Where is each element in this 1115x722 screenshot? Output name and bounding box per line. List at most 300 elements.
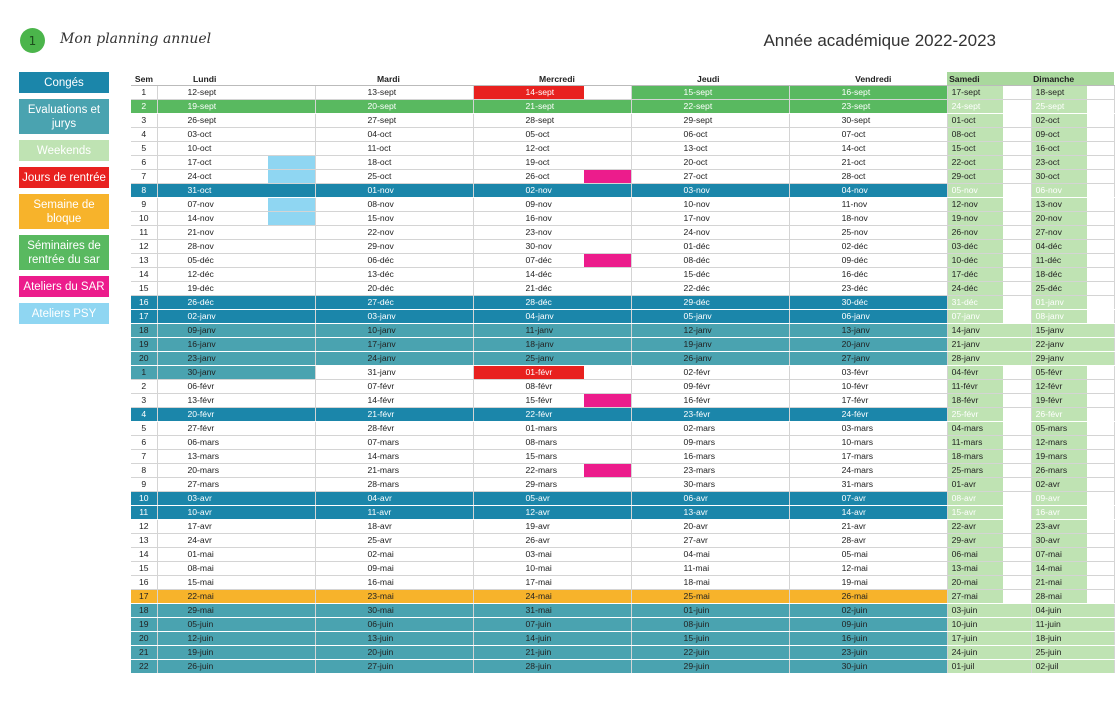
day-slot	[900, 646, 947, 660]
day-cell: 21-mai	[1031, 576, 1087, 590]
day-cell: 28-nov	[157, 240, 268, 254]
day-cell: 25-sept	[1031, 100, 1087, 114]
day-slot	[742, 212, 789, 226]
day-cell: 21-janv	[947, 338, 1003, 352]
day-cell: 11-juin	[1031, 618, 1087, 632]
day-slot	[1003, 212, 1031, 226]
day-cell: 05-mai	[789, 548, 900, 562]
day-slot	[742, 478, 789, 492]
week-row	[131, 128, 1114, 142]
day-cell: 26-avr	[473, 534, 584, 548]
day-slot	[1087, 128, 1114, 142]
day-cell: 28-mars	[315, 478, 426, 492]
day-cell: 11-nov	[789, 198, 900, 212]
day-slot	[426, 198, 473, 212]
day-cell: 28-sept	[473, 114, 584, 128]
day-cell: 30-juin	[789, 660, 900, 674]
day-slot	[900, 100, 947, 114]
day-cell: 16-mars	[631, 450, 742, 464]
week-number: 5	[131, 142, 157, 156]
day-cell: 07-déc	[473, 254, 584, 268]
day-slot	[268, 226, 315, 240]
day-slot	[900, 436, 947, 450]
day-slot	[426, 632, 473, 646]
day-cell: 12-déc	[157, 268, 268, 282]
day-slot	[742, 660, 789, 674]
day-cell: 14-oct	[789, 142, 900, 156]
day-slot	[584, 212, 631, 226]
week-row	[131, 86, 1114, 100]
day-cell: 31-déc	[947, 296, 1003, 310]
day-cell: 31-oct	[157, 184, 268, 198]
day-cell: 26-déc	[157, 296, 268, 310]
day-cell: 07-oct	[789, 128, 900, 142]
week-number: 19	[131, 618, 157, 632]
day-slot	[1003, 548, 1031, 562]
day-cell: 06-avr	[631, 492, 742, 506]
day-cell: 13-janv	[789, 324, 900, 338]
day-cell: 24-mars	[789, 464, 900, 478]
day-slot	[1003, 632, 1031, 646]
day-slot	[426, 86, 473, 100]
day-slot	[742, 506, 789, 520]
week-row	[131, 380, 1114, 394]
day-cell: 17-oct	[157, 156, 268, 170]
day-cell: 15-mai	[157, 576, 268, 590]
legend-item: Weekends	[19, 140, 109, 161]
day-slot	[268, 100, 315, 114]
day-slot	[426, 450, 473, 464]
day-cell: 26-nov	[947, 226, 1003, 240]
day-cell: 05-avr	[473, 492, 584, 506]
day-slot	[1087, 506, 1114, 520]
day-slot	[584, 366, 631, 380]
day-cell: 25-juin	[1031, 646, 1087, 660]
annual-schedule-table	[131, 72, 1115, 674]
day-slot	[1087, 436, 1114, 450]
day-cell: 07-nov	[157, 198, 268, 212]
week-number: 3	[131, 394, 157, 408]
day-cell: 10-avr	[157, 506, 268, 520]
day-slot	[742, 562, 789, 576]
day-cell: 21-oct	[789, 156, 900, 170]
day-slot	[1003, 520, 1031, 534]
day-cell: 07-janv	[947, 310, 1003, 324]
week-row	[131, 142, 1114, 156]
week-row	[131, 170, 1114, 184]
week-row	[131, 534, 1114, 548]
day-slot	[1003, 506, 1031, 520]
day-cell: 24-janv	[315, 352, 426, 366]
week-number: 16	[131, 576, 157, 590]
day-cell: 23-janv	[157, 352, 268, 366]
day-slot	[426, 156, 473, 170]
day-slot	[426, 562, 473, 576]
day-cell: 27-mars	[157, 478, 268, 492]
day-cell: 18-févr	[947, 394, 1003, 408]
day-cell: 12-oct	[473, 142, 584, 156]
day-cell: 14-mai	[1031, 562, 1087, 576]
day-slot	[268, 268, 315, 282]
day-slot	[1003, 156, 1031, 170]
day-slot	[1003, 562, 1031, 576]
day-slot	[742, 156, 789, 170]
day-cell: 16-janv	[157, 338, 268, 352]
day-cell: 06-oct	[631, 128, 742, 142]
day-cell: 29-janv	[1031, 352, 1087, 366]
day-slot	[426, 380, 473, 394]
week-number: 7	[131, 170, 157, 184]
day-slot	[742, 632, 789, 646]
day-cell: 16-févr	[631, 394, 742, 408]
day-cell: 02-juin	[789, 604, 900, 618]
day-cell: 28-avr	[789, 534, 900, 548]
week-number: 17	[131, 310, 157, 324]
day-slot	[1003, 240, 1031, 254]
legend-item: Ateliers du SAR	[19, 276, 109, 297]
day-cell: 29-oct	[947, 170, 1003, 184]
day-cell: 20-oct	[631, 156, 742, 170]
day-cell: 13-juin	[315, 632, 426, 646]
day-slot	[1003, 100, 1031, 114]
day-cell: 01-nov	[315, 184, 426, 198]
week-row	[131, 464, 1114, 478]
day-cell: 05-févr	[1031, 366, 1087, 380]
day-slot	[900, 184, 947, 198]
day-cell: 27-sept	[315, 114, 426, 128]
day-cell: 17-mai	[473, 576, 584, 590]
week-row	[131, 632, 1114, 646]
day-cell: 14-janv	[947, 324, 1003, 338]
week-number: 18	[131, 604, 157, 618]
day-cell: 21-déc	[473, 282, 584, 296]
day-slot	[900, 240, 947, 254]
day-slot	[1003, 338, 1031, 352]
day-slot	[1087, 408, 1114, 422]
header-day: Jeudi	[631, 72, 789, 86]
day-slot	[268, 310, 315, 324]
day-slot	[742, 226, 789, 240]
day-slot	[1087, 646, 1114, 660]
day-cell: 14-déc	[473, 268, 584, 282]
day-cell: 12-févr	[1031, 380, 1087, 394]
day-slot	[900, 548, 947, 562]
day-cell: 23-avr	[1031, 520, 1087, 534]
day-slot	[900, 142, 947, 156]
day-slot	[1003, 86, 1031, 100]
day-cell: 28-févr	[315, 422, 426, 436]
day-slot	[1087, 366, 1114, 380]
day-cell: 13-oct	[631, 142, 742, 156]
day-slot	[1003, 282, 1031, 296]
day-cell: 12-mai	[789, 562, 900, 576]
header-day: Vendredi	[789, 72, 947, 86]
day-slot	[1087, 100, 1114, 114]
week-row	[131, 520, 1114, 534]
day-slot	[1087, 576, 1114, 590]
legend-item: Evaluations et jurys	[19, 99, 109, 134]
day-cell: 25-avr	[315, 534, 426, 548]
day-cell: 09-oct	[1031, 128, 1087, 142]
day-slot	[1087, 380, 1114, 394]
day-cell: 19-avr	[473, 520, 584, 534]
day-cell: 26-mars	[1031, 464, 1087, 478]
day-cell: 28-janv	[947, 352, 1003, 366]
day-slot	[268, 156, 315, 170]
day-slot	[900, 562, 947, 576]
day-slot	[1087, 604, 1114, 618]
week-row	[131, 184, 1114, 198]
day-slot	[584, 324, 631, 338]
day-cell: 08-mars	[473, 436, 584, 450]
day-slot	[426, 618, 473, 632]
day-slot	[584, 562, 631, 576]
day-cell: 10-déc	[947, 254, 1003, 268]
week-number: 5	[131, 422, 157, 436]
day-slot	[900, 422, 947, 436]
day-slot	[426, 422, 473, 436]
day-slot	[1003, 450, 1031, 464]
day-slot	[268, 86, 315, 100]
day-slot	[900, 660, 947, 674]
week-row	[131, 268, 1114, 282]
day-slot	[1087, 170, 1114, 184]
week-number: 13	[131, 534, 157, 548]
day-slot	[268, 366, 315, 380]
day-cell: 30-déc	[789, 296, 900, 310]
day-cell: 11-déc	[1031, 254, 1087, 268]
day-cell: 16-sept	[789, 86, 900, 100]
day-slot	[1087, 450, 1114, 464]
week-row	[131, 394, 1114, 408]
day-slot	[268, 562, 315, 576]
week-row	[131, 646, 1114, 660]
day-slot	[584, 380, 631, 394]
day-cell: 11-févr	[947, 380, 1003, 394]
day-slot	[1003, 464, 1031, 478]
day-cell: 19-déc	[157, 282, 268, 296]
day-cell: 18-oct	[315, 156, 426, 170]
day-cell: 10-nov	[631, 198, 742, 212]
day-slot	[742, 338, 789, 352]
day-slot	[426, 254, 473, 268]
day-slot	[742, 282, 789, 296]
day-cell: 24-déc	[947, 282, 1003, 296]
week-number: 8	[131, 184, 157, 198]
day-slot	[1003, 590, 1031, 604]
day-cell: 03-févr	[789, 366, 900, 380]
week-number: 12	[131, 240, 157, 254]
day-cell: 02-oct	[1031, 114, 1087, 128]
day-slot	[900, 296, 947, 310]
day-cell: 10-juin	[947, 618, 1003, 632]
day-slot	[426, 352, 473, 366]
day-slot	[742, 254, 789, 268]
week-row	[131, 282, 1114, 296]
day-slot	[900, 604, 947, 618]
week-number: 1	[131, 366, 157, 380]
day-cell: 17-avr	[157, 520, 268, 534]
day-cell: 24-mai	[473, 590, 584, 604]
day-slot	[900, 156, 947, 170]
day-cell: 23-sept	[789, 100, 900, 114]
day-slot	[900, 324, 947, 338]
day-cell: 06-févr	[157, 380, 268, 394]
day-slot	[1003, 296, 1031, 310]
week-number: 12	[131, 520, 157, 534]
day-cell: 06-mars	[157, 436, 268, 450]
week-row	[131, 310, 1114, 324]
day-cell: 12-sept	[157, 86, 268, 100]
day-cell: 18-sept	[1031, 86, 1087, 100]
day-cell: 14-avr	[789, 506, 900, 520]
week-number: 2	[131, 380, 157, 394]
day-cell: 18-janv	[473, 338, 584, 352]
day-slot	[900, 212, 947, 226]
day-cell: 10-oct	[157, 142, 268, 156]
day-slot	[742, 450, 789, 464]
day-cell: 03-mai	[473, 548, 584, 562]
day-slot	[900, 520, 947, 534]
day-slot	[742, 240, 789, 254]
day-cell: 07-avr	[789, 492, 900, 506]
day-cell: 23-oct	[1031, 156, 1087, 170]
day-slot	[900, 632, 947, 646]
day-cell: 30-janv	[157, 366, 268, 380]
week-number: 3	[131, 114, 157, 128]
day-cell: 07-mars	[315, 436, 426, 450]
day-cell: 04-déc	[1031, 240, 1087, 254]
day-slot	[584, 506, 631, 520]
day-slot	[900, 408, 947, 422]
day-cell: 24-févr	[789, 408, 900, 422]
day-slot	[268, 394, 315, 408]
day-cell: 23-déc	[789, 282, 900, 296]
day-slot	[584, 464, 631, 478]
day-cell: 03-déc	[947, 240, 1003, 254]
day-slot	[1087, 254, 1114, 268]
day-slot	[742, 268, 789, 282]
day-cell: 30-avr	[1031, 534, 1087, 548]
day-slot	[900, 198, 947, 212]
day-slot	[584, 240, 631, 254]
day-slot	[426, 576, 473, 590]
day-cell: 01-févr	[473, 366, 584, 380]
legend-item: Ateliers PSY	[19, 303, 109, 324]
day-slot	[742, 380, 789, 394]
day-slot	[268, 492, 315, 506]
day-cell: 15-oct	[947, 142, 1003, 156]
day-slot	[426, 296, 473, 310]
day-slot	[1003, 114, 1031, 128]
day-slot	[1087, 310, 1114, 324]
day-slot	[1003, 576, 1031, 590]
day-cell: 20-déc	[315, 282, 426, 296]
week-row	[131, 240, 1114, 254]
day-cell: 29-juin	[631, 660, 742, 674]
day-slot	[1003, 394, 1031, 408]
day-slot	[268, 646, 315, 660]
day-slot	[268, 198, 315, 212]
day-cell: 20-mai	[947, 576, 1003, 590]
day-slot	[426, 478, 473, 492]
week-row	[131, 618, 1114, 632]
day-cell: 04-nov	[789, 184, 900, 198]
week-row	[131, 352, 1114, 366]
day-cell: 08-févr	[473, 380, 584, 394]
day-slot	[742, 296, 789, 310]
week-number: 4	[131, 128, 157, 142]
day-slot	[1003, 226, 1031, 240]
week-number: 15	[131, 562, 157, 576]
day-slot	[426, 520, 473, 534]
day-slot	[268, 632, 315, 646]
day-cell: 10-mai	[473, 562, 584, 576]
day-slot	[426, 436, 473, 450]
day-cell: 24-avr	[157, 534, 268, 548]
day-cell: 23-févr	[631, 408, 742, 422]
day-cell: 18-mai	[631, 576, 742, 590]
day-slot	[900, 282, 947, 296]
day-slot	[742, 422, 789, 436]
day-slot	[1087, 478, 1114, 492]
day-cell: 15-janv	[1031, 324, 1087, 338]
day-slot	[1003, 324, 1031, 338]
day-cell: 13-sept	[315, 86, 426, 100]
day-cell: 30-mai	[315, 604, 426, 618]
week-row	[131, 226, 1114, 240]
day-cell: 11-janv	[473, 324, 584, 338]
day-slot	[426, 226, 473, 240]
day-slot	[268, 380, 315, 394]
day-slot	[900, 478, 947, 492]
day-slot	[584, 632, 631, 646]
week-number: 17	[131, 590, 157, 604]
day-slot	[742, 408, 789, 422]
day-cell: 09-avr	[1031, 492, 1087, 506]
day-cell: 13-mars	[157, 450, 268, 464]
day-cell: 15-févr	[473, 394, 584, 408]
day-slot	[426, 310, 473, 324]
day-slot	[742, 576, 789, 590]
week-row	[131, 100, 1114, 114]
day-cell: 08-oct	[947, 128, 1003, 142]
day-slot	[584, 646, 631, 660]
week-row	[131, 450, 1114, 464]
week-number: 14	[131, 548, 157, 562]
day-slot	[584, 310, 631, 324]
day-cell: 26-mai	[789, 590, 900, 604]
day-slot	[584, 86, 631, 100]
day-cell: 27-juin	[315, 660, 426, 674]
week-row	[131, 324, 1114, 338]
day-slot	[268, 478, 315, 492]
day-cell: 23-nov	[473, 226, 584, 240]
day-cell: 02-déc	[789, 240, 900, 254]
day-slot	[268, 170, 315, 184]
day-slot	[1003, 646, 1031, 660]
day-cell: 01-oct	[947, 114, 1003, 128]
day-slot	[426, 268, 473, 282]
day-cell: 15-déc	[631, 268, 742, 282]
day-cell: 22-oct	[947, 156, 1003, 170]
day-slot	[584, 548, 631, 562]
day-cell: 20-sept	[315, 100, 426, 114]
day-slot	[1087, 156, 1114, 170]
week-number: 20	[131, 352, 157, 366]
week-number: 1	[131, 86, 157, 100]
day-cell: 10-févr	[789, 380, 900, 394]
